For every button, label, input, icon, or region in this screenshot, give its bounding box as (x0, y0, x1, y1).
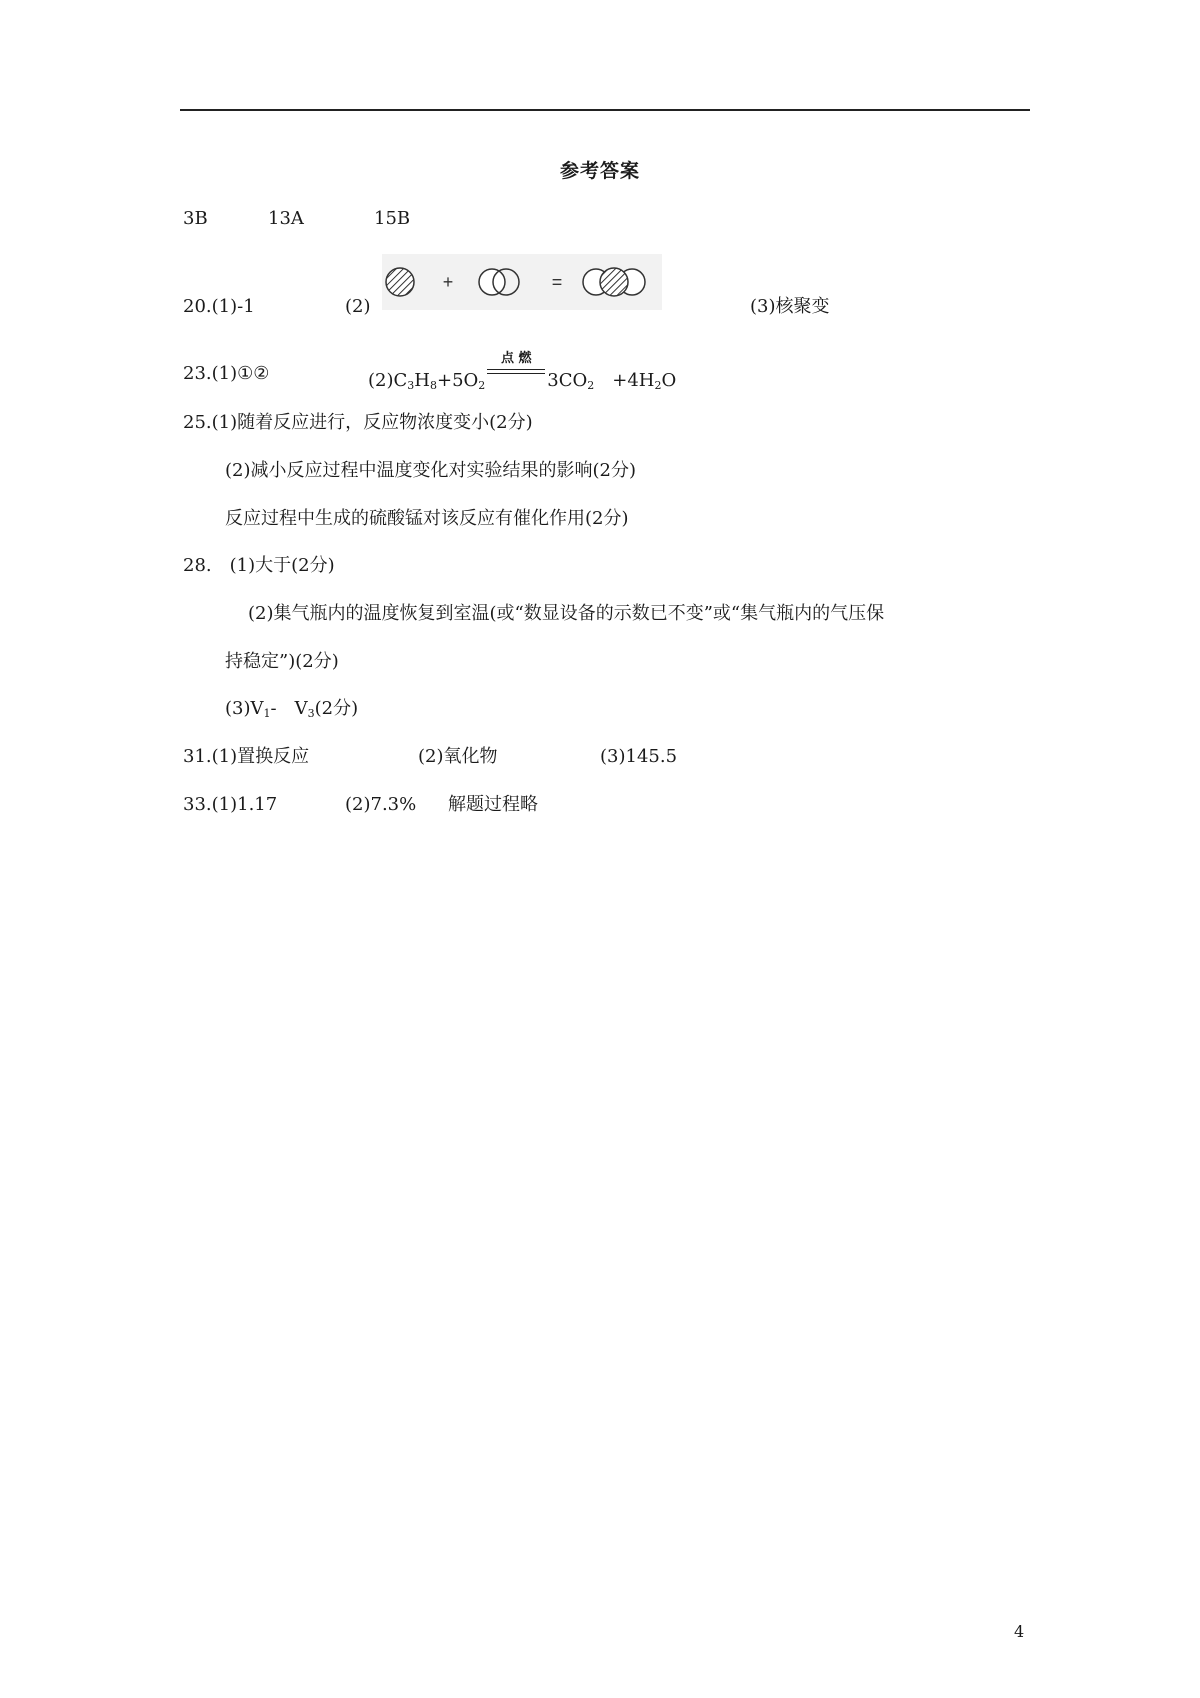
hatched-atom (386, 268, 414, 296)
answer-15: 15B (374, 208, 411, 229)
q20-part2-label: (2) (345, 296, 371, 317)
q33-part1: 33.(1)1.17 (183, 794, 278, 815)
q28-line4: $(3)V_1-$ $V_3(2$分) (225, 698, 359, 720)
page-title: 参考答案 (559, 160, 640, 182)
q31-part1: 31.(1)置换反应 (183, 746, 310, 767)
reaction-condition: 点 燃 (487, 362, 545, 388)
q31-part3: (3)145.5 (600, 746, 678, 767)
header-rule (180, 109, 1030, 111)
q23-part1: 23.(1)①② (183, 363, 270, 384)
q31-part2: (2)氧化物 (418, 746, 498, 767)
q25-line2: (2)减小反应过程中温度变化对实验结果的影响(2分) (225, 460, 636, 481)
answer-3: 3B (183, 208, 208, 229)
product-molecule (583, 268, 645, 296)
q28-line1: 28. (1)大于(2分) (183, 555, 335, 576)
reaction-diagram (382, 254, 662, 310)
q25-line3: 反应过程中生成的硫酸锰对该反应有催化作用(2分) (225, 508, 629, 529)
q33-part2: (2)7.3% (345, 794, 417, 815)
q33-part3: 解题过程略 (448, 794, 538, 815)
q28-line3: 持稳定”)(2分) (225, 651, 339, 672)
q23-equation: $(2)C_3H_8+5O_2$ 点 燃 $3CO_2$ $+4H_2O$ (368, 351, 677, 392)
equals-sign: = (551, 272, 563, 292)
q20-part1: 20.(1)-1 (183, 296, 255, 317)
answer-13: 13A (268, 208, 304, 229)
plus-sign: + (442, 272, 454, 292)
q20-part3: (3)核聚变 (750, 296, 830, 317)
page-number: 4 (1014, 1622, 1025, 1641)
q25-line1: 25.(1)随着反应进行，反应物浓度变小(2分) (183, 412, 533, 433)
q28-line2: (2)集气瓶内的温度恢复到室温(或“数显设备的示数已不变”或“集气瓶内的气压保 (248, 603, 885, 624)
